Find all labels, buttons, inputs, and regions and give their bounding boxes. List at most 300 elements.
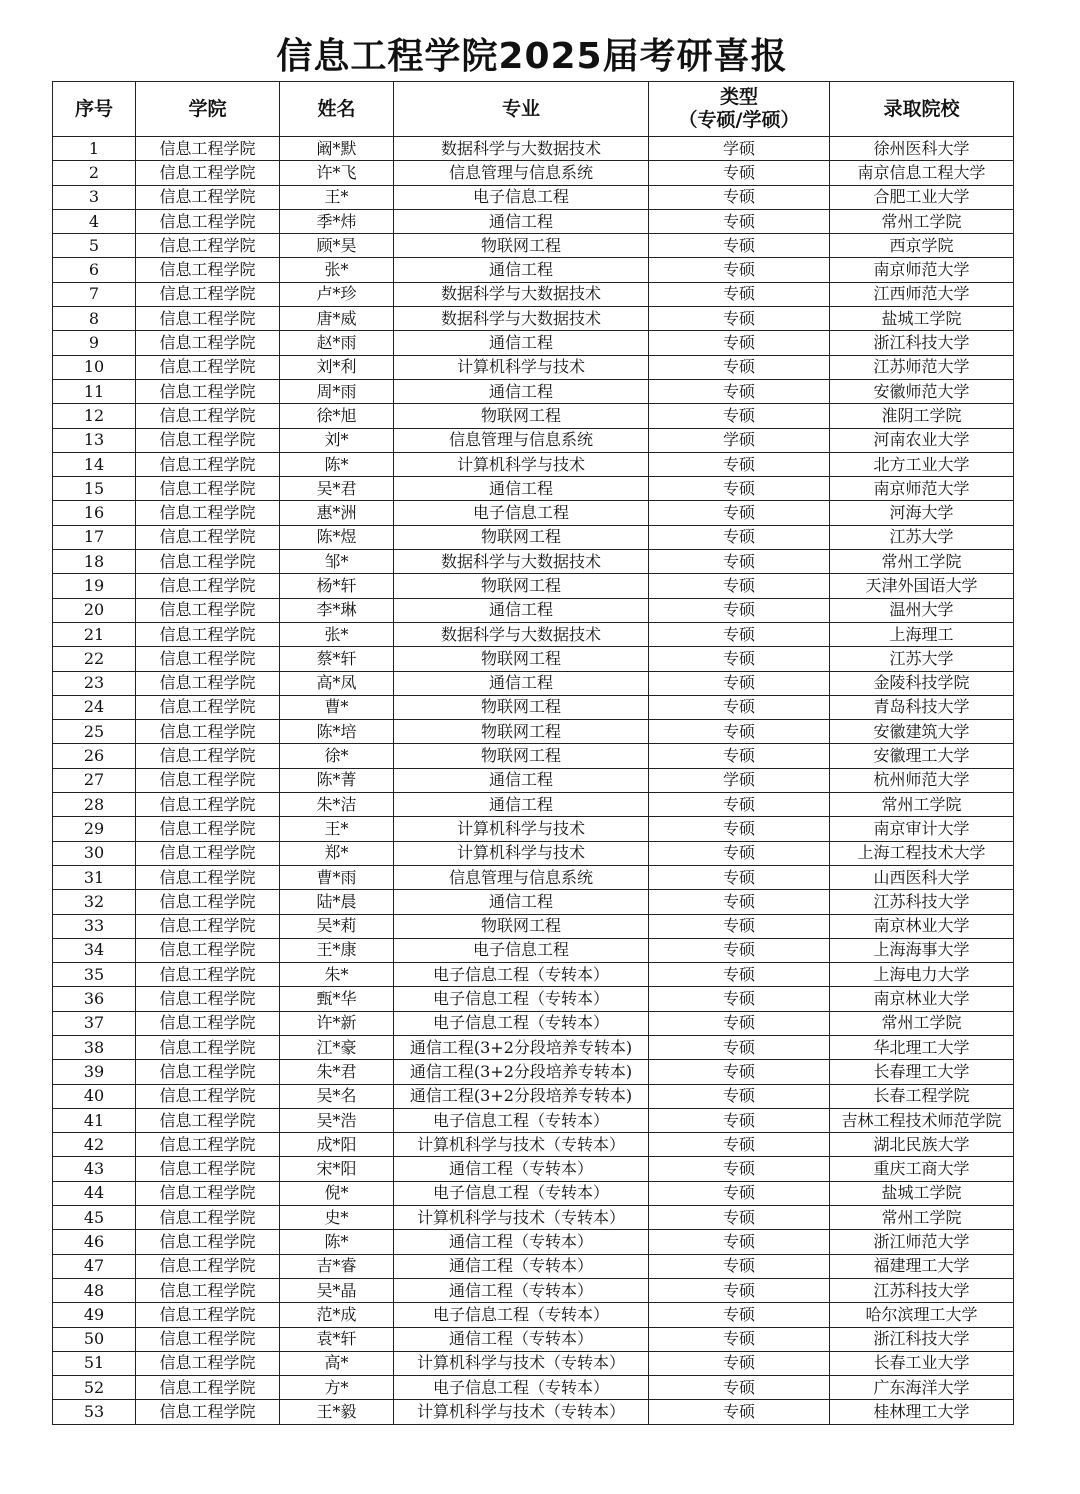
cell-type: 专硕 [649, 331, 830, 355]
cell-major: 物联网工程 [394, 914, 649, 938]
cell-major: 通信工程 [394, 793, 649, 817]
cell-name: 吴*莉 [280, 914, 394, 938]
cell-type: 专硕 [649, 1133, 830, 1157]
header-no: 序号 [53, 82, 136, 137]
cell-school: 桂林理工大学 [830, 1400, 1014, 1424]
cell-school: 盐城工学院 [830, 307, 1014, 331]
cell-school: 浙江科技大学 [830, 1327, 1014, 1351]
cell-name: 吴*浩 [280, 1108, 394, 1132]
cell-name: 朱*洁 [280, 793, 394, 817]
cell-college: 信息工程学院 [136, 1011, 280, 1035]
table-row [53, 914, 1014, 938]
cell-type: 学硕 [649, 137, 830, 161]
cell-name: 王*康 [280, 938, 394, 962]
cell-no: 45 [53, 1206, 136, 1230]
cell-major: 物联网工程 [394, 574, 649, 598]
cell-type: 专硕 [649, 695, 830, 719]
table-row [53, 1108, 1014, 1132]
cell-no: 47 [53, 1254, 136, 1278]
cell-college: 信息工程学院 [136, 1327, 280, 1351]
table-row [53, 1303, 1014, 1327]
cell-school: 浙江师范大学 [830, 1230, 1014, 1254]
cell-school: 哈尔滨理工大学 [830, 1303, 1014, 1327]
table-row [53, 404, 1014, 428]
cell-type: 专硕 [649, 1084, 830, 1108]
cell-college: 信息工程学院 [136, 987, 280, 1011]
cell-no: 40 [53, 1084, 136, 1108]
table-row [53, 452, 1014, 476]
table-row [53, 768, 1014, 792]
cell-college: 信息工程学院 [136, 1230, 280, 1254]
cell-name: 范*成 [280, 1303, 394, 1327]
cell-name: 史* [280, 1206, 394, 1230]
cell-college: 信息工程学院 [136, 258, 280, 282]
table-row [53, 331, 1014, 355]
table-row [53, 598, 1014, 622]
cell-major: 物联网工程 [394, 404, 649, 428]
cell-major: 物联网工程 [394, 234, 649, 258]
cell-major: 通信工程（专转本） [394, 1230, 649, 1254]
cell-type: 专硕 [649, 1278, 830, 1302]
cell-no: 30 [53, 841, 136, 865]
cell-no: 49 [53, 1303, 136, 1327]
cell-name: 赵*雨 [280, 331, 394, 355]
cell-school: 南京信息工程大学 [830, 161, 1014, 185]
cell-name: 朱* [280, 963, 394, 987]
cell-name: 陈*煜 [280, 525, 394, 549]
cell-type: 专硕 [649, 793, 830, 817]
cell-type: 专硕 [649, 1254, 830, 1278]
cell-college: 信息工程学院 [136, 841, 280, 865]
cell-college: 信息工程学院 [136, 209, 280, 233]
cell-no: 28 [53, 793, 136, 817]
cell-college: 信息工程学院 [136, 890, 280, 914]
cell-type: 专硕 [649, 1181, 830, 1205]
cell-name: 高* [280, 1351, 394, 1375]
table-row [53, 185, 1014, 209]
cell-type: 专硕 [649, 647, 830, 671]
cell-no: 17 [53, 525, 136, 549]
cell-no: 27 [53, 768, 136, 792]
cell-no: 15 [53, 477, 136, 501]
cell-type: 专硕 [649, 1060, 830, 1084]
cell-major: 计算机科学与技术（专转本） [394, 1133, 649, 1157]
cell-type: 专硕 [649, 1108, 830, 1132]
cell-name: 陆*晨 [280, 890, 394, 914]
table-row [53, 1133, 1014, 1157]
cell-school: 淮阴工学院 [830, 404, 1014, 428]
cell-name: 方* [280, 1376, 394, 1400]
cell-major: 计算机科学与技术 [394, 355, 649, 379]
cell-no: 43 [53, 1157, 136, 1181]
cell-school: 常州工学院 [830, 550, 1014, 574]
cell-major: 物联网工程 [394, 647, 649, 671]
cell-no: 7 [53, 282, 136, 306]
cell-type: 专硕 [649, 307, 830, 331]
cell-type: 专硕 [649, 404, 830, 428]
cell-type: 专硕 [649, 477, 830, 501]
cell-name: 张* [280, 258, 394, 282]
cell-school: 华北理工大学 [830, 1035, 1014, 1059]
cell-college: 信息工程学院 [136, 1400, 280, 1424]
cell-type: 专硕 [649, 1206, 830, 1230]
cell-name: 顾*昊 [280, 234, 394, 258]
cell-college: 信息工程学院 [136, 1133, 280, 1157]
cell-name: 陈* [280, 1230, 394, 1254]
header-type-label: 类型 [719, 86, 758, 108]
cell-school: 青岛科技大学 [830, 695, 1014, 719]
cell-type: 专硕 [649, 355, 830, 379]
cell-no: 36 [53, 987, 136, 1011]
table-row [53, 307, 1014, 331]
cell-type: 专硕 [649, 890, 830, 914]
cell-school: 广东海洋大学 [830, 1376, 1014, 1400]
cell-major: 电子信息工程（专转本） [394, 1303, 649, 1327]
table-row [53, 258, 1014, 282]
table-row [53, 550, 1014, 574]
cell-name: 陈*培 [280, 720, 394, 744]
cell-school: 浙江科技大学 [830, 331, 1014, 355]
cell-no: 32 [53, 890, 136, 914]
cell-type: 专硕 [649, 282, 830, 306]
table-body [53, 137, 1014, 1425]
cell-type: 专硕 [649, 1230, 830, 1254]
header-name: 姓名 [280, 82, 394, 137]
cell-major: 通信工程 [394, 477, 649, 501]
cell-name: 王* [280, 817, 394, 841]
cell-no: 46 [53, 1230, 136, 1254]
cell-college: 信息工程学院 [136, 720, 280, 744]
cell-school: 长春理工大学 [830, 1060, 1014, 1084]
cell-no: 3 [53, 185, 136, 209]
cell-school: 常州工学院 [830, 1011, 1014, 1035]
cell-no: 8 [53, 307, 136, 331]
cell-no: 22 [53, 647, 136, 671]
cell-major: 计算机科学与技术 [394, 452, 649, 476]
cell-no: 39 [53, 1060, 136, 1084]
cell-major: 物联网工程 [394, 744, 649, 768]
cell-school: 江苏大学 [830, 525, 1014, 549]
table-row [53, 161, 1014, 185]
cell-type: 学硕 [649, 768, 830, 792]
cell-no: 11 [53, 379, 136, 403]
cell-college: 信息工程学院 [136, 1254, 280, 1278]
cell-school: 常州工学院 [830, 209, 1014, 233]
cell-name: 曹* [280, 695, 394, 719]
cell-name: 陈* [280, 452, 394, 476]
cell-name: 许*飞 [280, 161, 394, 185]
cell-type: 专硕 [649, 963, 830, 987]
cell-school: 天津外国语大学 [830, 574, 1014, 598]
cell-name: 袁*轩 [280, 1327, 394, 1351]
cell-college: 信息工程学院 [136, 525, 280, 549]
cell-no: 14 [53, 452, 136, 476]
cell-school: 江苏大学 [830, 647, 1014, 671]
table-row [53, 938, 1014, 962]
table-row [53, 987, 1014, 1011]
cell-school: 徐州医科大学 [830, 137, 1014, 161]
cell-major: 数据科学与大数据技术 [394, 550, 649, 574]
cell-major: 通信工程(3+2分段培养专转本) [394, 1035, 649, 1059]
cell-school: 江西师范大学 [830, 282, 1014, 306]
cell-college: 信息工程学院 [136, 1351, 280, 1375]
cell-name: 江*豪 [280, 1035, 394, 1059]
cell-school: 杭州师范大学 [830, 768, 1014, 792]
cell-type: 专硕 [649, 1303, 830, 1327]
cell-no: 1 [53, 137, 136, 161]
cell-college: 信息工程学院 [136, 1376, 280, 1400]
cell-type: 专硕 [649, 525, 830, 549]
table-row [53, 1254, 1014, 1278]
cell-major: 通信工程 [394, 671, 649, 695]
cell-type: 专硕 [649, 720, 830, 744]
cell-no: 19 [53, 574, 136, 598]
cell-college: 信息工程学院 [136, 234, 280, 258]
cell-college: 信息工程学院 [136, 671, 280, 695]
cell-school: 安徽建筑大学 [830, 720, 1014, 744]
cell-name: 卢*珍 [280, 282, 394, 306]
cell-major: 通信工程（专转本） [394, 1278, 649, 1302]
cell-no: 26 [53, 744, 136, 768]
cell-type: 专硕 [649, 501, 830, 525]
cell-major: 计算机科学与技术（专转本） [394, 1351, 649, 1375]
cell-major: 信息管理与信息系统 [394, 428, 649, 452]
table-row [53, 1181, 1014, 1205]
cell-no: 13 [53, 428, 136, 452]
cell-college: 信息工程学院 [136, 185, 280, 209]
cell-college: 信息工程学院 [136, 793, 280, 817]
cell-major: 数据科学与大数据技术 [394, 622, 649, 646]
cell-major: 电子信息工程 [394, 501, 649, 525]
cell-college: 信息工程学院 [136, 1157, 280, 1181]
cell-school: 常州工学院 [830, 1206, 1014, 1230]
cell-major: 数据科学与大数据技术 [394, 282, 649, 306]
cell-major: 电子信息工程（专转本） [394, 1011, 649, 1035]
cell-major: 物联网工程 [394, 695, 649, 719]
table-row [53, 1230, 1014, 1254]
table-row [53, 890, 1014, 914]
cell-name: 王*毅 [280, 1400, 394, 1424]
cell-no: 4 [53, 209, 136, 233]
cell-school: 河海大学 [830, 501, 1014, 525]
table-row [53, 744, 1014, 768]
cell-college: 信息工程学院 [136, 428, 280, 452]
cell-college: 信息工程学院 [136, 1108, 280, 1132]
cell-name: 张* [280, 622, 394, 646]
cell-no: 52 [53, 1376, 136, 1400]
cell-type: 专硕 [649, 841, 830, 865]
cell-type: 专硕 [649, 550, 830, 574]
cell-type: 专硕 [649, 938, 830, 962]
cell-school: 上海工程技术大学 [830, 841, 1014, 865]
cell-no: 33 [53, 914, 136, 938]
cell-name: 吴*君 [280, 477, 394, 501]
table-row [53, 647, 1014, 671]
cell-no: 35 [53, 963, 136, 987]
cell-no: 41 [53, 1108, 136, 1132]
cell-college: 信息工程学院 [136, 574, 280, 598]
cell-name: 朱*君 [280, 1060, 394, 1084]
table-row [53, 720, 1014, 744]
cell-major: 通信工程（专转本） [394, 1327, 649, 1351]
cell-no: 38 [53, 1035, 136, 1059]
cell-school: 盐城工学院 [830, 1181, 1014, 1205]
table-row [53, 477, 1014, 501]
cell-no: 31 [53, 865, 136, 889]
table-row [53, 671, 1014, 695]
cell-school: 安徽师范大学 [830, 379, 1014, 403]
cell-no: 24 [53, 695, 136, 719]
cell-college: 信息工程学院 [136, 477, 280, 501]
table-row [53, 379, 1014, 403]
cell-no: 25 [53, 720, 136, 744]
cell-school: 长春工业大学 [830, 1351, 1014, 1375]
cell-college: 信息工程学院 [136, 768, 280, 792]
cell-college: 信息工程学院 [136, 137, 280, 161]
cell-type: 专硕 [649, 744, 830, 768]
cell-college: 信息工程学院 [136, 914, 280, 938]
header-major: 专业 [394, 82, 649, 137]
table-row [53, 525, 1014, 549]
cell-name: 郑* [280, 841, 394, 865]
table-row [53, 282, 1014, 306]
cell-major: 通信工程 [394, 768, 649, 792]
cell-major: 通信工程（专转本） [394, 1157, 649, 1181]
table-row [53, 137, 1014, 161]
cell-no: 23 [53, 671, 136, 695]
cell-college: 信息工程学院 [136, 1303, 280, 1327]
cell-name: 刘*利 [280, 355, 394, 379]
table-row [53, 1060, 1014, 1084]
cell-school: 上海海事大学 [830, 938, 1014, 962]
cell-college: 信息工程学院 [136, 744, 280, 768]
table-row [53, 355, 1014, 379]
cell-college: 信息工程学院 [136, 1035, 280, 1059]
cell-school: 金陵科技学院 [830, 671, 1014, 695]
cell-major: 通信工程 [394, 258, 649, 282]
cell-college: 信息工程学院 [136, 938, 280, 962]
cell-type: 专硕 [649, 987, 830, 1011]
cell-type: 专硕 [649, 914, 830, 938]
cell-name: 蔡*轩 [280, 647, 394, 671]
header-type-options: （专硕/学硕） [678, 109, 800, 131]
cell-school: 温州大学 [830, 598, 1014, 622]
table-row [53, 501, 1014, 525]
cell-college: 信息工程学院 [136, 1181, 280, 1205]
cell-type: 专硕 [649, 452, 830, 476]
cell-type: 专硕 [649, 598, 830, 622]
cell-type: 学硕 [649, 428, 830, 452]
table-row [53, 1035, 1014, 1059]
cell-type: 专硕 [649, 865, 830, 889]
cell-college: 信息工程学院 [136, 695, 280, 719]
cell-major: 通信工程 [394, 598, 649, 622]
cell-no: 48 [53, 1278, 136, 1302]
cell-major: 通信工程(3+2分段培养专转本) [394, 1084, 649, 1108]
cell-name: 邹* [280, 550, 394, 574]
cell-major: 计算机科学与技术（专转本） [394, 1206, 649, 1230]
cell-school: 西京学院 [830, 234, 1014, 258]
cell-no: 51 [53, 1351, 136, 1375]
cell-no: 5 [53, 234, 136, 258]
cell-school: 湖北民族大学 [830, 1133, 1014, 1157]
cell-name: 阚*默 [280, 137, 394, 161]
cell-type: 专硕 [649, 1035, 830, 1059]
table-row [53, 1011, 1014, 1035]
cell-no: 6 [53, 258, 136, 282]
table-row [53, 695, 1014, 719]
cell-school: 福建理工大学 [830, 1254, 1014, 1278]
cell-school: 吉林工程技术师范学院 [830, 1108, 1014, 1132]
cell-school: 江苏师范大学 [830, 355, 1014, 379]
cell-name: 吴*晶 [280, 1278, 394, 1302]
cell-name: 吉*睿 [280, 1254, 394, 1278]
cell-type: 专硕 [649, 1351, 830, 1375]
cell-major: 通信工程(3+2分段培养专转本) [394, 1060, 649, 1084]
cell-college: 信息工程学院 [136, 963, 280, 987]
cell-college: 信息工程学院 [136, 622, 280, 646]
cell-major: 数据科学与大数据技术 [394, 137, 649, 161]
cell-college: 信息工程学院 [136, 1278, 280, 1302]
cell-school: 南京师范大学 [830, 477, 1014, 501]
table-row [53, 1278, 1014, 1302]
cell-major: 计算机科学与技术 [394, 841, 649, 865]
cell-college: 信息工程学院 [136, 1206, 280, 1230]
cell-name: 刘* [280, 428, 394, 452]
cell-no: 18 [53, 550, 136, 574]
header-type [649, 82, 830, 137]
cell-type: 专硕 [649, 379, 830, 403]
cell-school: 江苏科技大学 [830, 890, 1014, 914]
table-row [53, 1376, 1014, 1400]
cell-type: 专硕 [649, 1327, 830, 1351]
table-row [53, 1327, 1014, 1351]
cell-name: 季*炜 [280, 209, 394, 233]
cell-name: 宋*阳 [280, 1157, 394, 1181]
table-row [53, 963, 1014, 987]
cell-no: 29 [53, 817, 136, 841]
cell-type: 专硕 [649, 622, 830, 646]
cell-school: 南京林业大学 [830, 987, 1014, 1011]
cell-college: 信息工程学院 [136, 282, 280, 306]
cell-school: 江苏科技大学 [830, 1278, 1014, 1302]
cell-type: 专硕 [649, 1376, 830, 1400]
cell-type: 专硕 [649, 671, 830, 695]
cell-school: 南京审计大学 [830, 817, 1014, 841]
cell-name: 杨*轩 [280, 574, 394, 598]
cell-major: 信息管理与信息系统 [394, 161, 649, 185]
cell-college: 信息工程学院 [136, 331, 280, 355]
cell-school: 重庆工商大学 [830, 1157, 1014, 1181]
cell-major: 计算机科学与技术 [394, 817, 649, 841]
cell-no: 16 [53, 501, 136, 525]
cell-type: 专硕 [649, 1400, 830, 1424]
cell-college: 信息工程学院 [136, 865, 280, 889]
admissions-table [52, 81, 1014, 1425]
table-row [53, 428, 1014, 452]
cell-major: 通信工程（专转本） [394, 1254, 649, 1278]
cell-college: 信息工程学院 [136, 647, 280, 671]
cell-type: 专硕 [649, 817, 830, 841]
cell-major: 物联网工程 [394, 525, 649, 549]
cell-no: 9 [53, 331, 136, 355]
cell-school: 上海理工 [830, 622, 1014, 646]
cell-type: 专硕 [649, 209, 830, 233]
table-row [53, 817, 1014, 841]
cell-no: 21 [53, 622, 136, 646]
cell-name: 甄*华 [280, 987, 394, 1011]
cell-school: 南京林业大学 [830, 914, 1014, 938]
